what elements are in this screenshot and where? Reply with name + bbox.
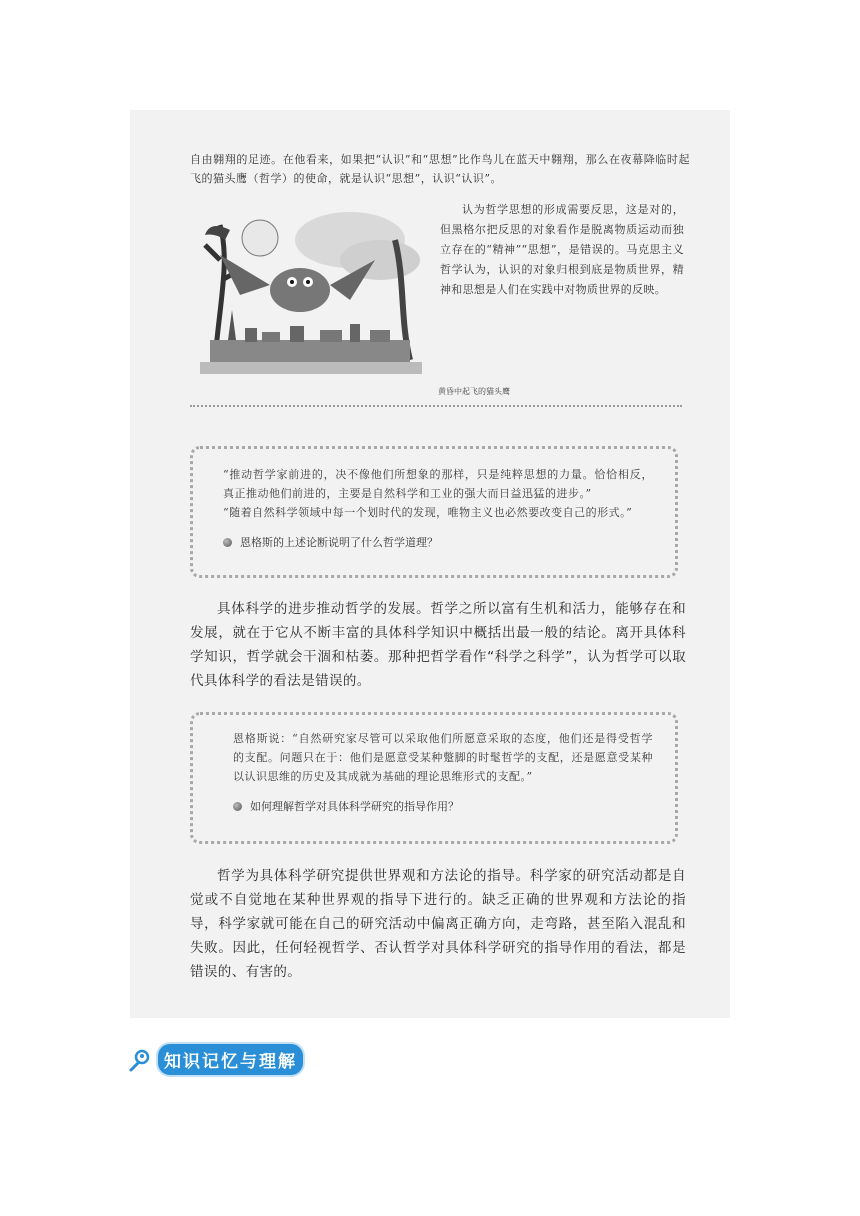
box1-quote1: “推动哲学家前进的，决不像他们所想象的那样，只是纯粹思想的力量。恰恰相反，真正推动他们前进的，主要是自然科学和工业的强大而日益迅猛的进步。” — [223, 468, 653, 500]
dotted-divider — [190, 405, 682, 407]
owl-illustration — [200, 200, 422, 374]
bullet-icon — [223, 538, 232, 547]
box1-quote2: “随着自然科学领域中每一个划时代的发现，唯物主义也必然要改变自己的形式。” — [223, 506, 633, 519]
top-paragraph: 自由翱翔的足迹。在他看来，如果把“认识”和“思想”比作鸟儿在蓝天中翱翔，那么在夜幕降临时起飞的猫头鹰（哲学）的使命，就是认识“思想”，认识“认识”。 — [190, 153, 690, 185]
illustration-caption: 黄昏中起飞的猫头鹰 — [438, 387, 510, 396]
box1-question: 恩格斯的上述论断说明了什么哲学道理？ — [240, 536, 438, 549]
box2-question-row — [233, 798, 653, 814]
section-title: 知识记忆与理解 — [158, 1044, 303, 1075]
paragraph-3: 哲学为具体科学研究提供世界观和方法论的指导。科学家的研究活动都是自觉或不自觉地在某种世界观的指导下进行的。缺乏正确的世界观和方法论的指导，科学家就可能在自己的研究活动中偏离正确方向，走弯路，甚至陷入混乱和失败。因此，任何轻视哲学、否认哲学对具体科学研究的指导作用的看法，都是错误的、有害的。 — [190, 868, 686, 980]
paragraph-2: 具体科学的进步推动哲学的发展。哲学之所以富有生机和活力，能够存在和发展，就在于它从不断丰富的具体科学知识中概括出最一般的结论。离开具体科学知识，哲学就会干涸和枯萎。那种把哲学看作“科学之科学”，认为哲学可以取代具体科学的看法是错误的。 — [190, 601, 686, 689]
bullet-icon — [233, 802, 242, 811]
section-heading — [128, 1044, 303, 1075]
quote-box-1 — [190, 446, 678, 578]
quote-box-2 — [190, 712, 678, 844]
box2-question: 如何理解哲学对具体科学研究的指导作用？ — [250, 800, 459, 813]
box2-quote: 恩格斯说：“自然研究家尽管可以采取他们所愿意采取的态度，他们还是得受哲学的支配。问题只在于：他们是愿意受某种蹩脚的时髦哲学的支配，还是愿意受某种以认识思维的历史及其成就为基础的理论思维形式的支配。” — [233, 732, 653, 783]
side-paragraph: 认为哲学思想的形成需要反思，这是对的，但黑格尔把反思的对象看作是脱离物质运动而独立存在的“精神”“思想”，是错误的。马克思主义哲学认为，认识的对象归根到底是物质世界，精神和思想是人们在实践中对物质世界的反映。 — [440, 203, 684, 296]
magnifier-person-icon — [128, 1048, 152, 1072]
box1-question-row — [223, 534, 653, 550]
